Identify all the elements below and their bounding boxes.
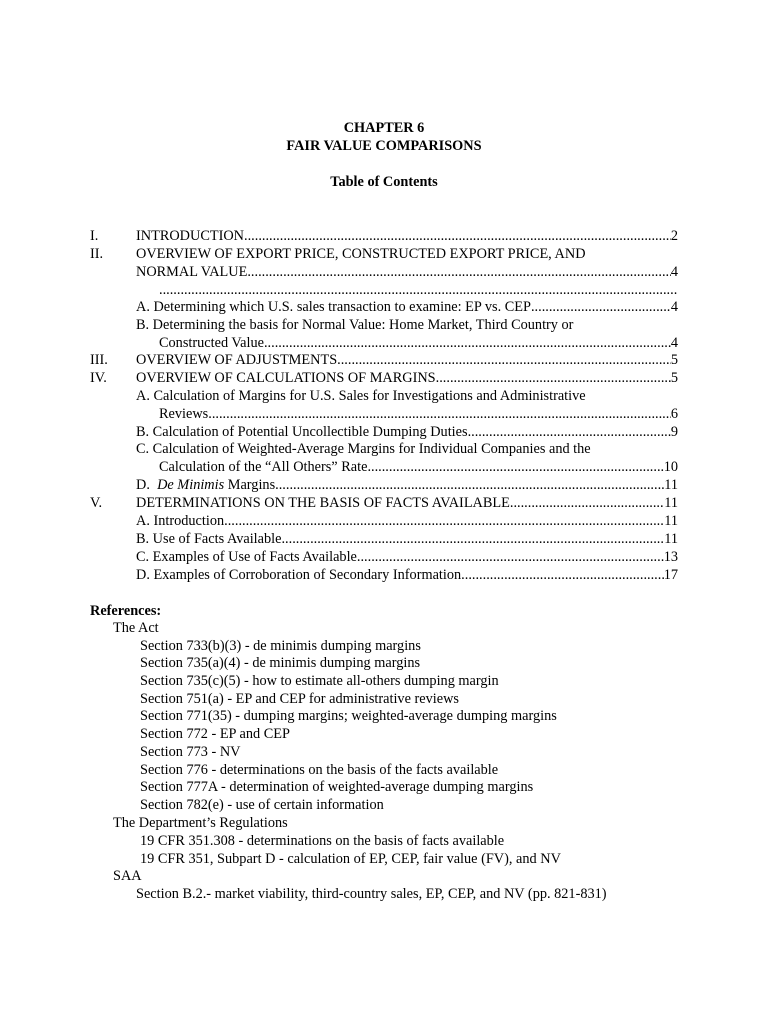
reference-item: Section 776 - determinations on the basis of the facts available <box>140 762 499 778</box>
toc-entry-2b-cont[interactable]: Constructed Value ..... 4 <box>159 334 678 352</box>
reference-item: Section 735(c)(5) - how to estimate all-others dumping margin <box>140 673 499 689</box>
reference-item: Section 751(a) - EP and CEP for administrative reviews <box>140 691 459 707</box>
references-regs-heading: The Department’s Regulations <box>113 815 288 831</box>
toc-entry-4c[interactable]: C. Calculation of Weighted-Average Margins for Individual Companies and the <box>136 441 591 457</box>
toc-entry-2a[interactable]: A. Determining which U.S. sales transaction to examine: EP vs. CEP ..... 4 <box>136 298 678 316</box>
toc-entry-5c[interactable]: C. Examples of Use of Facts Available ..... 13 <box>136 548 678 566</box>
toc-numeral-2: II. <box>90 246 104 262</box>
toc-numeral-5: V. <box>90 495 103 511</box>
reference-item: Section B.2.- market viability, third-country sales, EP, CEP, and NV (pp. 821-831) <box>136 886 607 902</box>
reference-item: Section 773 - NV <box>140 744 241 760</box>
chapter-title: FAIR VALUE COMPARISONS <box>286 138 482 154</box>
toc-dot-leader <box>159 281 678 299</box>
toc-entry-2b[interactable]: B. Determining the basis for Normal Value: Home Market, Third Country or <box>136 317 574 333</box>
reference-item: Section 735(a)(4) - de minimis dumping margins <box>140 655 421 671</box>
reference-item: 19 CFR 351, Subpart D - calculation of EP, CEP, fair value (FV), and NV <box>140 851 561 867</box>
references-act-heading: The Act <box>113 620 159 636</box>
toc-entry-adjustments[interactable]: OVERVIEW OF ADJUSTMENTS ..... 5 <box>136 351 678 369</box>
toc-entry-4a[interactable]: A. Calculation of Margins for U.S. Sales for Investigations and Administrative <box>136 388 586 404</box>
toc-entry-overview-ep-cont[interactable]: NORMAL VALUE ..... 4 <box>136 263 678 281</box>
reference-item: 19 CFR 351.308 - determinations on the basis of facts available <box>140 833 505 849</box>
toc-entry-5d[interactable]: D. Examples of Corroboration of Secondary Information ..... 17 <box>136 566 678 584</box>
chapter-number: CHAPTER 6 <box>343 120 425 136</box>
reference-item: Section 777A - determination of weighted-average dumping margins <box>140 779 534 795</box>
toc-entry-4a-cont[interactable]: Reviews ..... 6 <box>159 405 678 423</box>
toc-entry-4b[interactable]: B. Calculation of Potential Uncollectible Dumping Duties ..... 9 <box>136 423 678 441</box>
toc-entry-4d[interactable]: D. De Minimis Margins ..... 11 <box>136 476 678 494</box>
toc-numeral-4: IV. <box>90 370 107 386</box>
toc-entry-4c-cont[interactable]: Calculation of the “All Others” Rate ..... 10 <box>159 458 678 476</box>
reference-item: Section 782(e) - use of certain information <box>140 797 384 813</box>
toc-entry-5b[interactable]: B. Use of Facts Available ..... 11 <box>136 530 678 548</box>
toc-numeral-1: I. <box>90 228 99 244</box>
toc-title: Table of Contents <box>330 174 438 190</box>
toc-entry-introduction[interactable]: INTRODUCTION ..... 2 <box>136 227 678 245</box>
toc-numeral-3: III. <box>90 352 108 368</box>
reference-item: Section 772 - EP and CEP <box>140 726 290 742</box>
reference-item: Section 771(35) - dumping margins; weighted-average dumping margins <box>140 708 557 724</box>
references-heading: References: <box>90 603 162 619</box>
references-saa-heading: SAA <box>113 868 142 884</box>
toc-entry-5a[interactable]: A. Introduction ..... 11 <box>136 512 678 530</box>
toc-entry-overview-ep[interactable]: OVERVIEW OF EXPORT PRICE, CONSTRUCTED EXPORT PRICE, AND <box>136 246 586 262</box>
reference-item: Section 733(b)(3) - de minimis dumping margins <box>140 638 421 654</box>
toc-entry-calculations[interactable]: OVERVIEW OF CALCULATIONS OF MARGINS ..... 5 <box>136 369 678 387</box>
toc-entry-facts-available[interactable]: DETERMINATIONS ON THE BASIS OF FACTS AVAILABLE ..... 11 <box>136 494 678 512</box>
